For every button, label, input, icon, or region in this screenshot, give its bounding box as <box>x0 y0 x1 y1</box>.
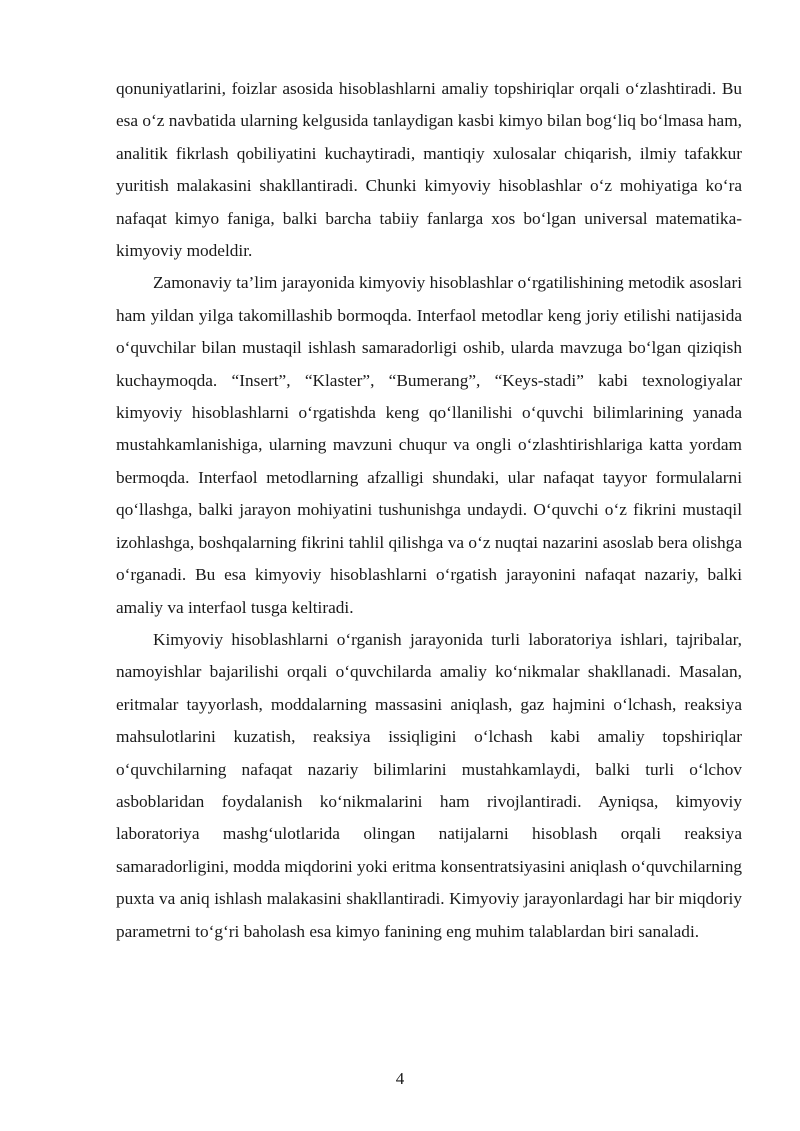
page-number: 4 <box>395 1069 405 1088</box>
paragraph-laboratory-work: Kimyoviy hisoblashlarni o‘rganish jarayonida turli laboratoriya ishlari, tajribalar, namoyishlar bajarilishi orqali o‘quvchilarda amaliy ko‘nikmalar shakllanadi. Masalan, eritmalar tayyorlash, moddalarning massasini aniqlash, gaz hajmini o‘lchash, reaksiya mahsulotlarini kuzatish, reaksiya issiqligini o‘lchash kabi amaliy topshiriqlar o‘quvchilarning nafaqat nazariy bilimlarini mustahkamlaydi, balki turli o‘lchov asboblaridan foydalanish ko‘nikmalarini ham rivojlantiradi. Ayniqsa, kimyoviy laboratoriya mashg‘ulotlarida olingan natijalarni hisoblash orqali reaksiya samaradorligini, modda miqdorini yoki eritma konsentratsiyasini aniqlash o‘quvchilarning puxta va aniq ishlash malakasini shakllantiradi. Kimyoviy jarayonlardagi har bir miqdoriy parametrni to‘g‘ri baholash esa kimyo fanining eng muhim talablardan biri sanaladi. <box>116 629 742 941</box>
paragraph-continuation: qonuniyatlarini, foizlar asosida hisoblashlarni amaliy topshiriqlar orqali o‘zlashtiradi. Bu esa o‘z navbatida ularning kelgusida tanlaydigan kasbi kimyo bilan bog‘liq bo‘lmasa ham, analitik fikrlash qobiliyatini kuchaytiradi, mantiqiy xulosalar chiqarish, ilmiy tafakkur yuritish malakasini shakllantiradi. Chunki kimyoviy hisoblashlar o‘z mohiyatiga ko‘ra nafaqat kimyo faniga, balki barcha tabiiy fanlarga xos bo‘lgan universal matematika-kimyoviy modeldir. <box>116 79 742 261</box>
body-text <box>116 73 742 948</box>
paragraph-interactive-methods: Zamonaviy ta’lim jarayonida kimyoviy hisoblashlar o‘rgatilishining metodik asoslari ham yildan yilga takomillashib bormoqda. Interfaol metodlar keng joriy etilishi natijasida o‘quvchilar bilan mustaqil ishlash samaradorligi oshib, ularda mavzuga bo‘lgan qiziqish kuchaymoqda. “Insert”, “Klaster”, “Bumerang”, “Keys-stadi” kabi texnologiyalar kimyoviy hisoblashlarni o‘rgatishda keng qo‘llanilishi o‘quvchi bilimlarining yanada mustahkamlanishiga, ularning mavzuni chuqur va ongli o‘zlashtirishlariga katta yordam bermoqda. Interfaol metodlarning afzalligi shundaki, ular nafaqat tayyor formulalarni qo‘llashga, balki jarayon mohiyatini tushunishga undaydi. O‘quvchi o‘z fikrini mustaqil izohlashga, boshqalarning fikrini tahlil qilishga va o‘z nuqtai nazarini asoslab bera olishga o‘rganadi. Bu esa kimyoviy hisoblashlarni o‘rgatish jarayonini nafaqat nazariy, balki amaliy va interfaol tusga keltiradi. <box>116 273 742 617</box>
